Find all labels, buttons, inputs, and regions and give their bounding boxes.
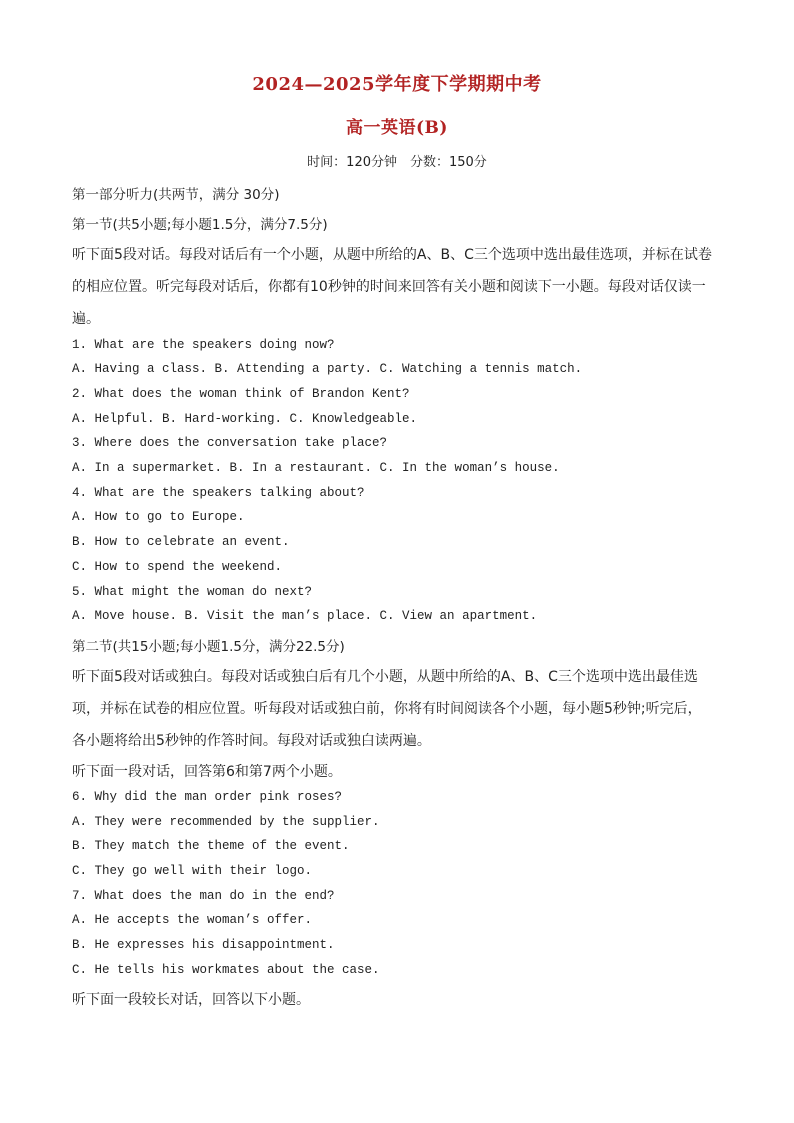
question-7-option-b: B. He expresses his disappointment. xyxy=(72,938,335,952)
exam-subtitle: 高一英语(B) xyxy=(346,118,448,138)
dialog2-intro: 听下面一段较长对话，回答以下小题。 xyxy=(72,992,310,1008)
time-score-line: 时间：120分钟 分数：150分 xyxy=(307,155,487,170)
dialog1-intro: 听下面一段对话，回答第6和第7两个小题。 xyxy=(72,764,342,780)
section1-instructions-line: 听下面5段对话。每段对话后有一个小题，从题中所给的A、B、C三个选项中选出最佳选项，并标在试卷 xyxy=(72,247,712,263)
question-6-option-b: B. They match the theme of the event. xyxy=(72,839,350,853)
section2-instructions-line: 各小题将给出5秒钟的作答时间。每段对话或独白读两遍。 xyxy=(72,733,431,749)
section1-instructions-line: 的相应位置。听完每段对话后，你都有10秒钟的时间来回答有关小题和阅读下一小题。每段对话仅读一 xyxy=(72,279,706,295)
question-1-options: A. Having a class. B. Attending a party. C. Watching a tennis match. xyxy=(72,362,583,376)
part1-heading: 第一部分听力(共两节，满分 30分) xyxy=(72,187,280,203)
section1-heading: 第一节(共5小题;每小题1.5分，满分7.5分) xyxy=(72,217,328,233)
question-4: 4. What are the speakers talking about? xyxy=(72,486,365,500)
question-7-option-c: C. He tells his workmates about the case. xyxy=(72,963,380,977)
question-5: 5. What might the woman do next? xyxy=(72,585,313,599)
question-6: 6. Why did the man order pink roses? xyxy=(72,790,343,804)
question-2: 2. What does the woman think of Brandon Kent? xyxy=(72,387,410,401)
question-6-option-a: A. They were recommended by the supplier. xyxy=(72,815,380,829)
question-2-options: A. Helpful. B. Hard-working. C. Knowledgeable. xyxy=(72,412,418,426)
question-4-option-a: A. How to go to Europe. xyxy=(72,510,245,524)
question-1: 1. What are the speakers doing now? xyxy=(72,338,335,352)
section2-instructions-line: 项，并标在试卷的相应位置。听每段对话或独白前，你将有时间阅读各个小题，每小题5秒钟;听完后， xyxy=(72,701,702,717)
question-5-options: A. Move house. B. Visit the man’s place. C. View an apartment. xyxy=(72,609,538,623)
section2-instructions-line: 听下面5段对话或独白。每段对话或独白后有几个小题，从题中所给的A、B、C三个选项中选出最佳选 xyxy=(72,669,698,685)
question-4-option-b: B. How to celebrate an event. xyxy=(72,535,290,549)
section2-heading: 第二节(共15小题;每小题1.5分，满分22.5分) xyxy=(72,639,345,655)
section1-instructions-line: 遍。 xyxy=(72,311,100,327)
question-6-option-c: C. They go well with their logo. xyxy=(72,864,313,878)
question-4-option-c: C. How to spend the weekend. xyxy=(72,560,283,574)
exam-title: 2024—2025学年度下学期期中考 xyxy=(252,74,542,95)
question-7-option-a: A. He accepts the woman’s offer. xyxy=(72,913,313,927)
question-3-options: A. In a supermarket. B. In a restaurant. C. In the woman’s house. xyxy=(72,461,560,475)
question-7: 7. What does the man do in the end? xyxy=(72,889,335,903)
question-3: 3. Where does the conversation take place? xyxy=(72,436,388,450)
